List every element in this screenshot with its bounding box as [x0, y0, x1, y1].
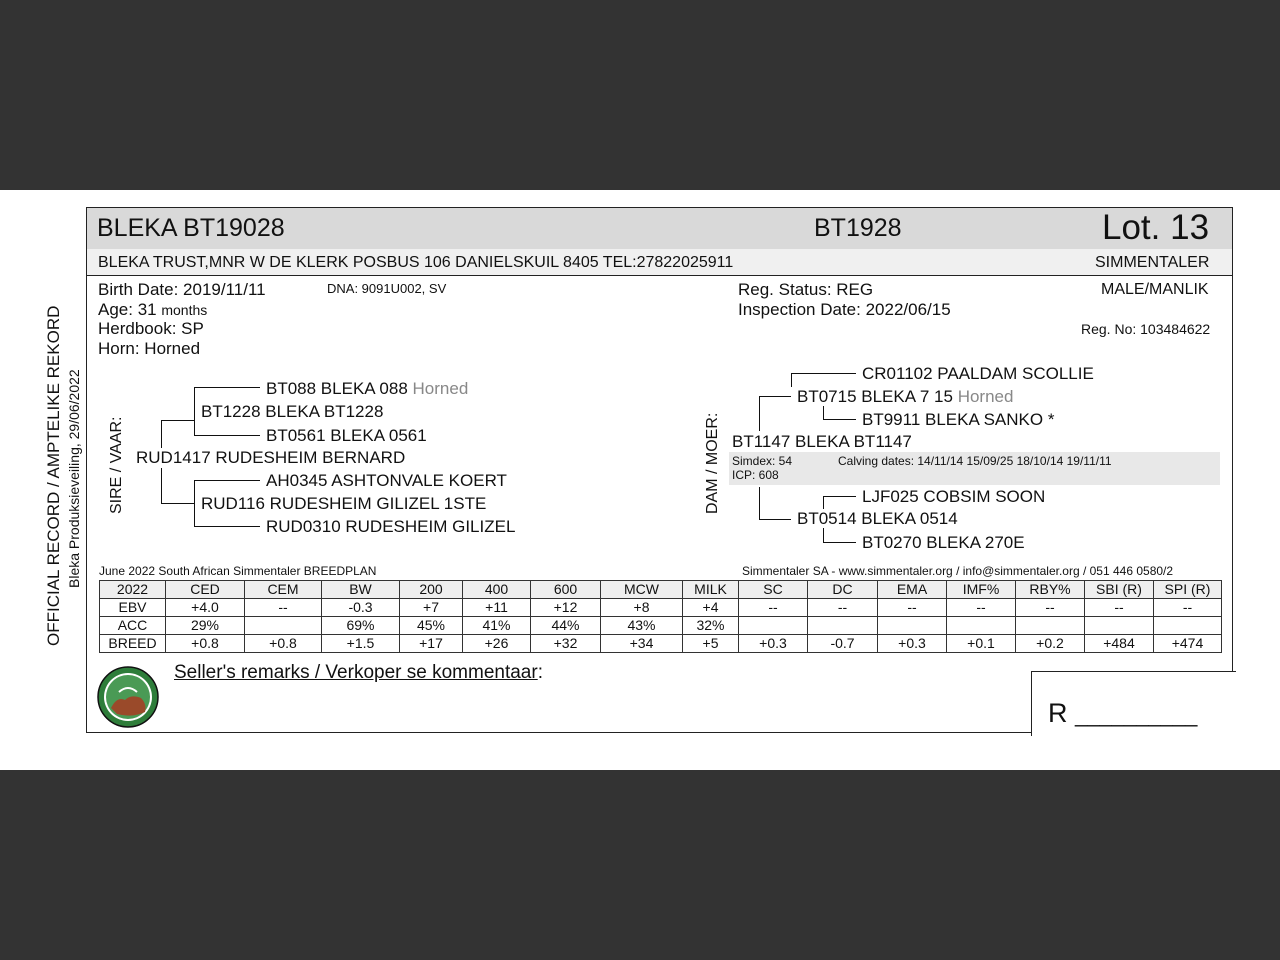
dam-connector	[791, 373, 856, 374]
calving-dates: Calving dates: 14/11/14 15/09/25 18/10/14 19/11/11	[838, 454, 1112, 468]
acc-cell	[1154, 617, 1222, 635]
sire-connector	[194, 387, 195, 435]
auction-label: Bleka Produksieveiling, 29/06/2022	[66, 369, 82, 588]
dam-connector	[823, 496, 824, 509]
price-blank: __________	[1075, 702, 1198, 727]
breedplan-title: June 2022 South African Simmentaler BREEDPLAN	[99, 564, 377, 578]
acc-cell	[947, 617, 1016, 635]
acc-cell: 41%	[463, 617, 531, 635]
ebv-header-cell: CED	[166, 581, 245, 599]
dna: DNA: 9091U002, SV	[327, 281, 447, 296]
ebv-cell: -0.3	[322, 599, 400, 617]
age-value: Age: 31	[98, 300, 157, 319]
breed-name: SIMMENTALER	[1095, 254, 1210, 271]
acc-cell	[739, 617, 808, 635]
ebv-cell: +4	[683, 599, 739, 617]
dam-connector	[823, 528, 824, 542]
breed-cell: +0.1	[947, 635, 1016, 653]
sire-connector	[161, 503, 194, 504]
dam-sire-sire: CR01102 PAALDAM SCOLLIE	[862, 364, 1094, 383]
ebv-cell: --	[1016, 599, 1085, 617]
dam-connector	[823, 406, 824, 419]
breed-cell: +34	[601, 635, 683, 653]
breed-cell: +0.3	[739, 635, 808, 653]
ebv-header-row	[100, 581, 1222, 599]
acc-cell: 44%	[531, 617, 601, 635]
ebv-header-cell: RBY%	[1016, 581, 1085, 599]
ebv-row	[100, 599, 1222, 617]
sire-dam-dam: RUD0310 RUDESHEIM GILIZEL	[266, 517, 516, 536]
dam-connector	[759, 396, 760, 431]
inspection-date: Inspection Date: 2022/06/15	[738, 300, 951, 319]
dam-connector	[823, 419, 856, 420]
breed-cell: +0.8	[166, 635, 245, 653]
dam-connector	[759, 519, 791, 520]
lot-number: Lot. 13	[1102, 208, 1210, 247]
remarks-text: Seller's remarks / Verkoper se kommentaar	[174, 662, 538, 683]
sire-sire-dam: BT0561 BLEKA 0561	[266, 426, 427, 445]
ebv-header-cell: MCW	[601, 581, 683, 599]
breed-cell: -0.7	[808, 635, 878, 653]
acc-cell: 69%	[322, 617, 400, 635]
sire-label: SIRE / VAAR:	[108, 416, 125, 514]
age-unit: months	[161, 302, 208, 318]
price-field[interactable]	[1048, 698, 1197, 729]
sire-sire-sire	[266, 379, 468, 399]
acc-cell: 45%	[400, 617, 463, 635]
acc-cell	[1085, 617, 1154, 635]
dam-dam: BT0514 BLEKA 0514	[797, 509, 958, 528]
ebv-cell: --	[1085, 599, 1154, 617]
ebv-header-cell: 200	[400, 581, 463, 599]
dam-label: DAM / MOER:	[704, 412, 721, 514]
sire-connector	[194, 526, 260, 527]
breed-cell: +5	[683, 635, 739, 653]
breed-cell: BREED	[100, 635, 166, 653]
ebv-cell: +11	[463, 599, 531, 617]
sire-connector	[194, 435, 260, 436]
remarks-colon: :	[537, 662, 543, 683]
ebv-cell: --	[245, 599, 322, 617]
ebv-header-cell: DC	[808, 581, 878, 599]
ebv-cell: +4.0	[166, 599, 245, 617]
dam-sire	[797, 387, 1013, 407]
dam-dam-dam: BT0270 BLEKA 270E	[862, 533, 1025, 552]
acc-cell	[245, 617, 322, 635]
sire-connector	[161, 420, 162, 448]
acc-cell: ACC	[100, 617, 166, 635]
breed-cell: +0.3	[878, 635, 947, 653]
pedigree-sheet	[0, 190, 1280, 770]
dam-main: BT1147 BLEKA BT1147	[732, 432, 912, 451]
acc-cell: 43%	[601, 617, 683, 635]
reg-status: Reg. Status: REG	[738, 280, 874, 299]
ebv-header-cell: 400	[463, 581, 531, 599]
acc-cell	[1016, 617, 1085, 635]
breed-cell: +484	[1085, 635, 1154, 653]
breed-cell: +1.5	[322, 635, 400, 653]
ebv-cell: +7	[400, 599, 463, 617]
birth-date: Birth Date: 2019/11/11	[98, 280, 266, 299]
breed-cell: +474	[1154, 635, 1222, 653]
icp: ICP: 608	[732, 468, 779, 482]
dam-sire-name: BT0715 BLEKA 7 15	[797, 387, 953, 406]
ebv-header-cell: MILK	[683, 581, 739, 599]
dam-connector	[823, 496, 856, 497]
breed-cell: +32	[531, 635, 601, 653]
horn: Horn: Horned	[98, 339, 201, 358]
owner-address: BLEKA TRUST,MNR W DE KLERK POSBUS 106 DANIELSKUIL 8405 TEL:27822025911	[98, 254, 734, 271]
official-record-label: OFFICIAL RECORD / AMPTELIKE REKORD	[44, 305, 63, 646]
ebv-cell: --	[1154, 599, 1222, 617]
herdbook: Herdbook: SP	[98, 319, 204, 338]
breed-row	[100, 635, 1222, 653]
acc-cell	[878, 617, 947, 635]
ebv-header-cell: SBI (R)	[1085, 581, 1154, 599]
dam-sire-dam: BT9911 BLEKA SANKO *	[862, 410, 1055, 429]
simdex: Simdex: 54	[732, 454, 793, 468]
ebv-cell: --	[947, 599, 1016, 617]
sire-sire: BT1228 BLEKA BT1228	[201, 402, 384, 421]
breedplan-contact: Simmentaler SA - www.simmentaler.org / info@simmentaler.org / 051 446 0580/2	[742, 564, 1174, 578]
ebv-header-cell: 2022	[100, 581, 166, 599]
acc-cell	[808, 617, 878, 635]
acc-row	[100, 617, 1222, 635]
ebv-header-cell: 600	[531, 581, 601, 599]
ebv-cell: --	[739, 599, 808, 617]
ebv-cell: EBV	[100, 599, 166, 617]
ebv-header-cell: SPI (R)	[1154, 581, 1222, 599]
acc-cell: 29%	[166, 617, 245, 635]
breed-cell: +17	[400, 635, 463, 653]
ebv-table	[99, 580, 1222, 653]
remarks-label	[174, 662, 543, 684]
ebv-cell: +12	[531, 599, 601, 617]
sire-sire-sire-name: BT088 BLEKA 088	[266, 379, 408, 398]
breed-cell: +26	[463, 635, 531, 653]
dam-connector	[823, 542, 856, 543]
sex: MALE/MANLIK	[1101, 281, 1209, 298]
sire-connector	[194, 480, 260, 481]
animal-name: BLEKA BT19028	[97, 214, 285, 242]
ebv-cell: --	[878, 599, 947, 617]
dam-dam-sire: LJF025 COBSIM SOON	[862, 487, 1046, 506]
sire-dam-sire: AH0345 ASHTONVALE KOERT	[266, 471, 507, 490]
dam-connector	[759, 487, 760, 519]
ebv-cell: --	[808, 599, 878, 617]
sire-connector	[194, 387, 260, 388]
ebv-header-cell: SC	[739, 581, 808, 599]
breed-cell: +0.8	[245, 635, 322, 653]
society-logo-icon	[97, 666, 159, 728]
animal-id: BT1928	[814, 214, 902, 242]
dam-connector	[791, 373, 792, 387]
ebv-header-cell: BW	[322, 581, 400, 599]
dam-sire-horn: Horned	[957, 387, 1014, 406]
ebv-header-cell: CEM	[245, 581, 322, 599]
reg-number: Reg. No: 103484622	[1081, 321, 1211, 337]
acc-cell: 32%	[683, 617, 739, 635]
breed-cell: +0.2	[1016, 635, 1085, 653]
sire-connector	[194, 480, 195, 526]
dam-connector	[759, 396, 791, 397]
sire-connector	[161, 420, 194, 421]
sire-main: RUD1417 RUDESHEIM BERNARD	[136, 448, 406, 467]
age	[98, 300, 207, 320]
ebv-header-cell: EMA	[878, 581, 947, 599]
ebv-cell: +8	[601, 599, 683, 617]
sire-connector	[161, 468, 162, 503]
sire-sire-sire-horn: Horned	[412, 379, 469, 398]
ebv-header-cell: IMF%	[947, 581, 1016, 599]
price-prefix: R	[1048, 698, 1068, 728]
sire-dam: RUD116 RUDESHEIM GILIZEL 1STE	[201, 494, 487, 513]
